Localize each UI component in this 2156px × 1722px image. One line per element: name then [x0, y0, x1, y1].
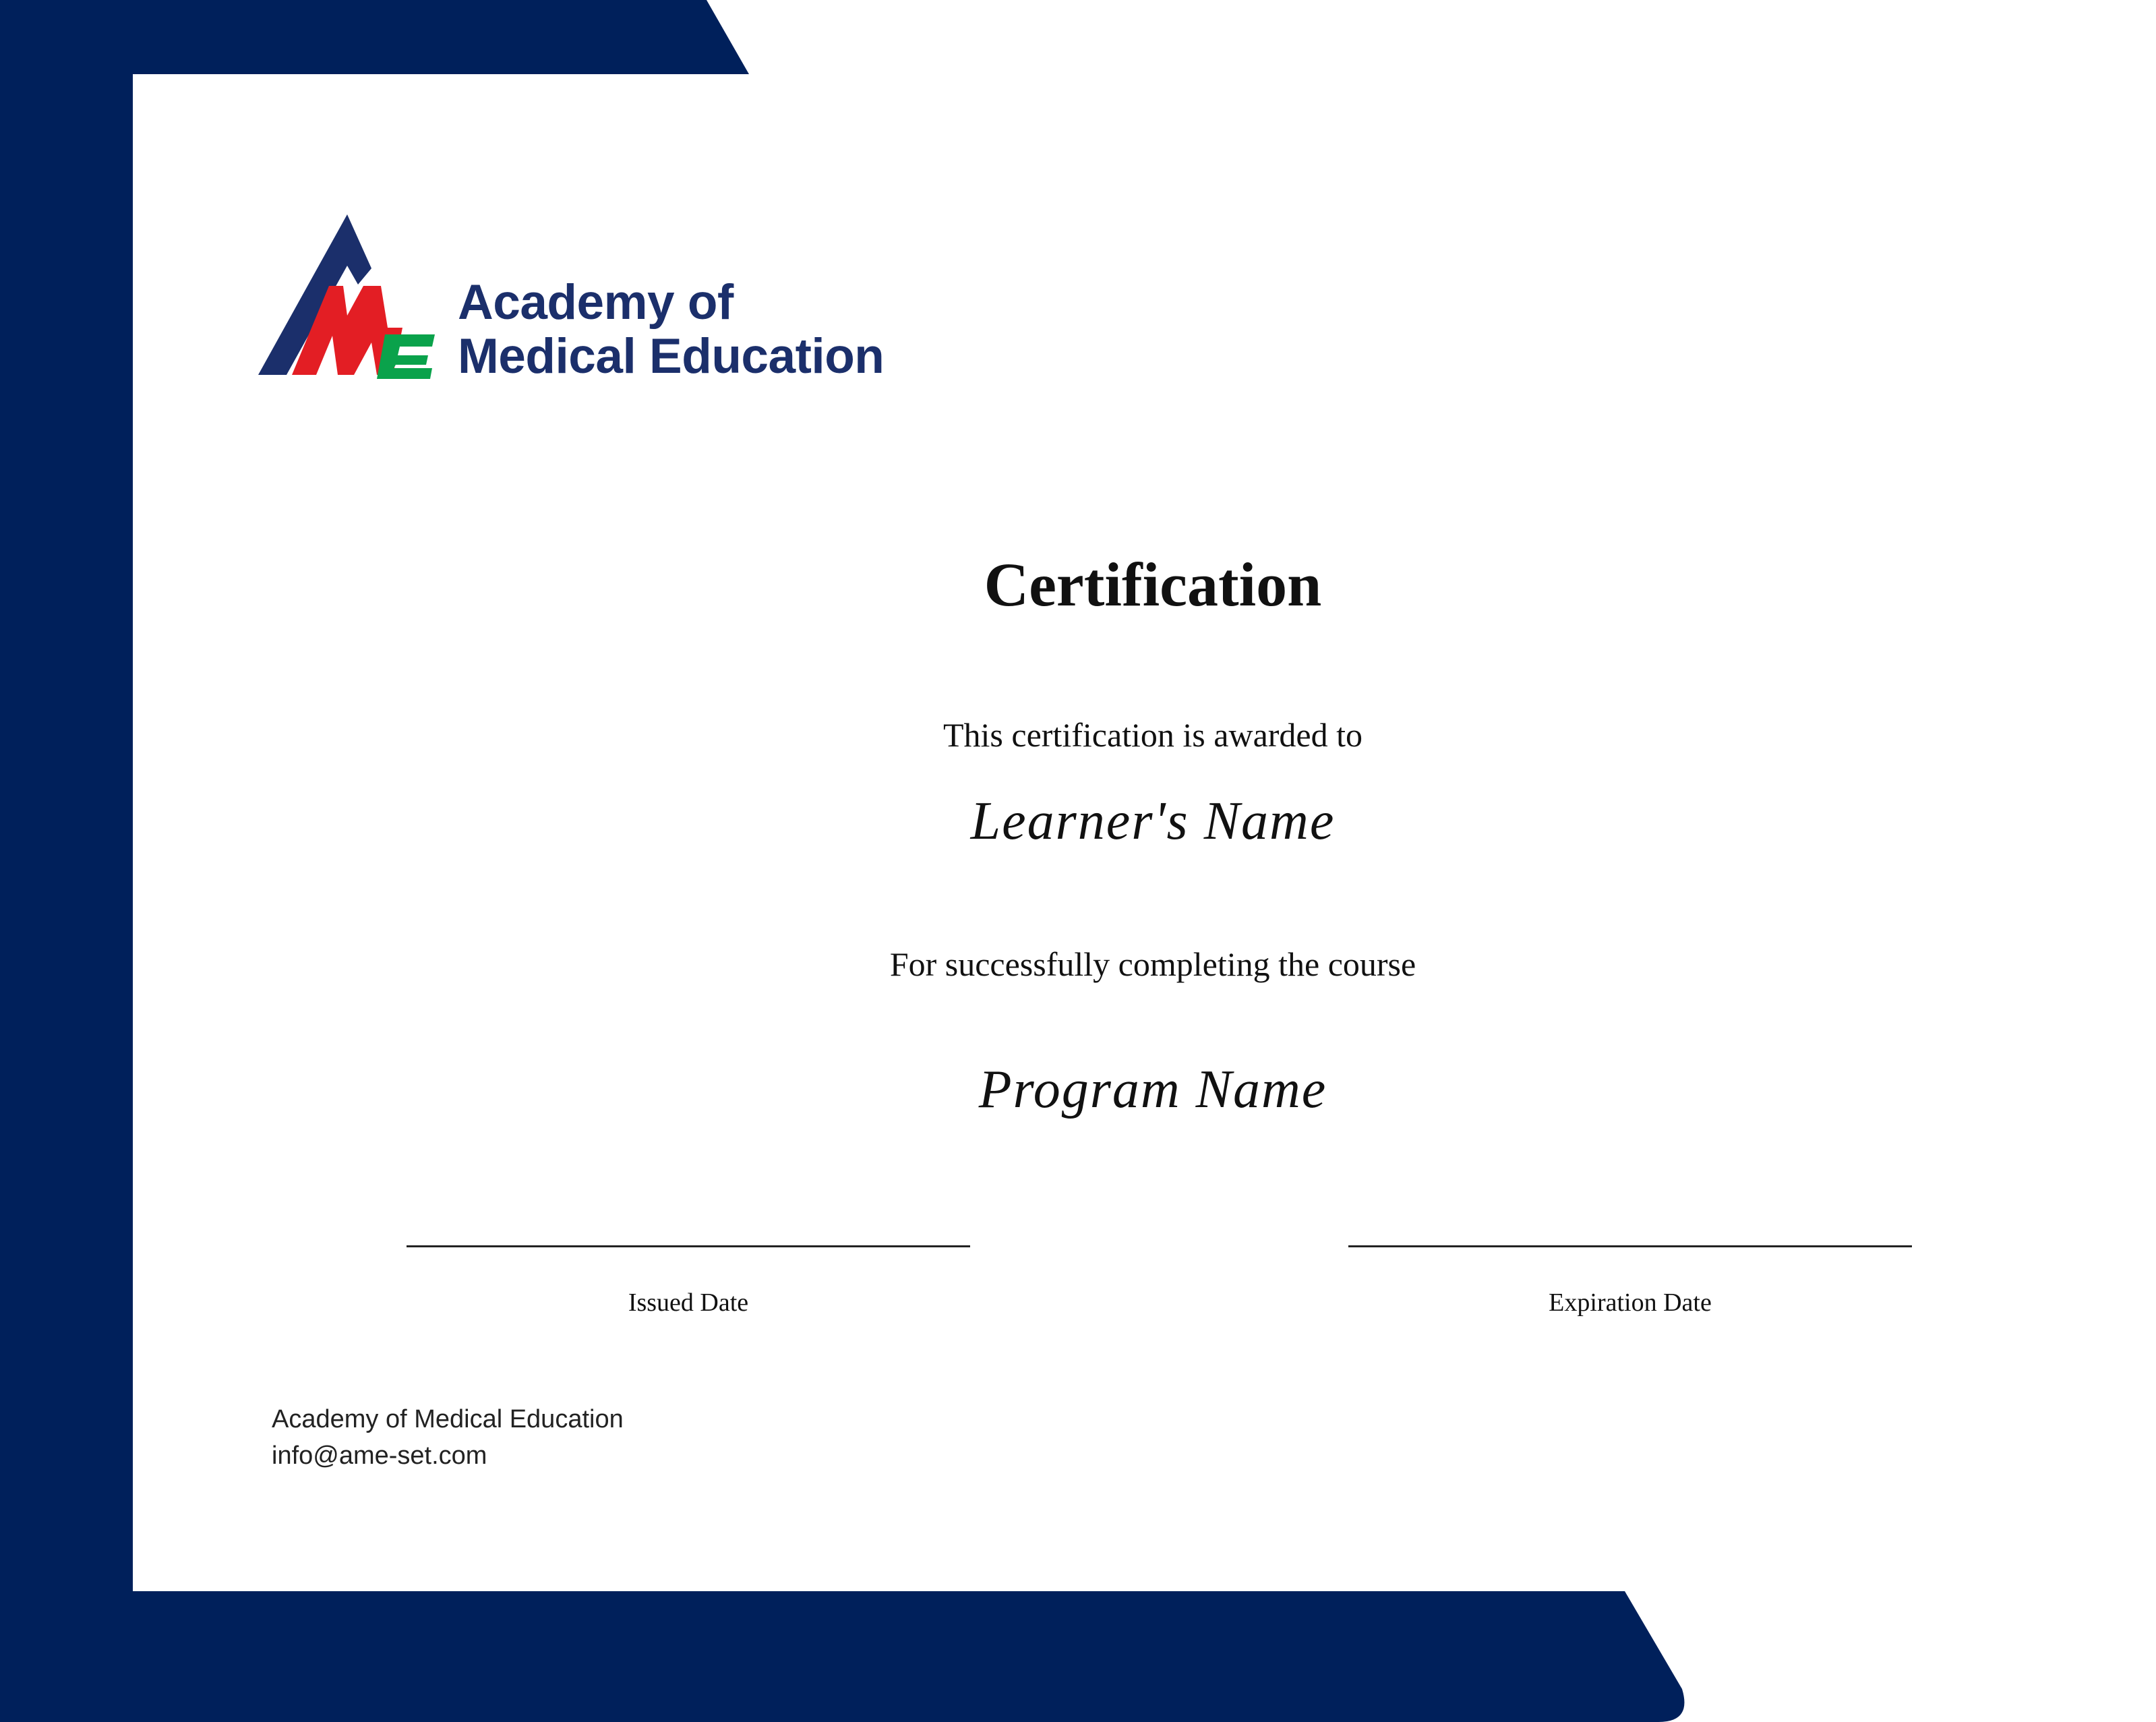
course-intro-text: For successfully completing the course [889, 945, 1416, 983]
issued-date-label: Issued Date [628, 1288, 749, 1317]
program-name: Program Name [978, 1060, 1327, 1119]
awarded-intro-text: This certification is awarded to [943, 716, 1363, 754]
learner-name: Learner's Name [970, 792, 1336, 851]
footer-organization: Academy of Medical Education [272, 1405, 624, 1433]
expiration-date-label: Expiration Date [1549, 1288, 1712, 1317]
frame-bottom-band [0, 1591, 1684, 1722]
certificate-title: Certification [984, 550, 1322, 619]
organization-logo [258, 214, 885, 384]
issued-date-line [407, 1245, 970, 1247]
footer-email: info@ame-set.com [272, 1442, 487, 1470]
ame-mountain-logo-icon [258, 214, 435, 380]
logo-text-line2: Medical Education [458, 329, 885, 384]
footer-contact [272, 1401, 624, 1474]
expiration-date-line [1348, 1245, 1912, 1247]
logo-text-line1: Academy of [458, 275, 733, 330]
organization-name [458, 276, 884, 384]
